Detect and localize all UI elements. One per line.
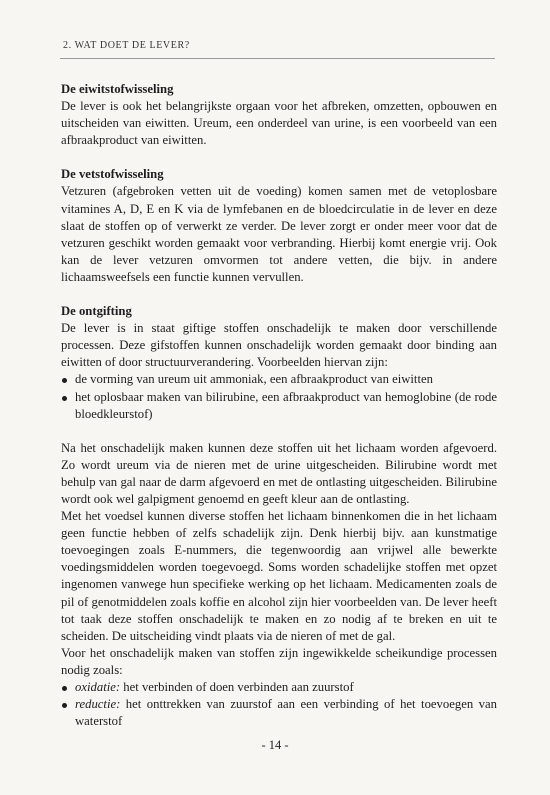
process-description: het onttrekken van zuurstof aan een verbinding of het toevoegen van waterstof	[75, 697, 497, 729]
ontgifting-bullet-list	[61, 371, 497, 422]
spacer	[61, 423, 497, 440]
list-item: het oplosbaar maken van bilirubine, een afbraakproduct van hemoglobine (de rode bloedkleurstof)	[61, 389, 497, 423]
list-item	[61, 679, 497, 696]
bullet-icon	[62, 686, 67, 691]
running-header: 2. WAT DOET DE LEVER?	[63, 40, 190, 51]
paragraph-vetstofwisseling: Vetzuren (afgebroken vetten uit de voeding) komen samen met de vetoplosbare vitamines A, D, E en K via de lymfebanen en de bloedcirculatie in de lever en deze slaat de stoffen op of verwerkt ze verder. De lever zorgt er onder meer voor dat de vetzuren geschikt worden gemaakt voor verbranding. Hierbij komt energie vrij. Ook kan de lever vetzuren omvormen tot andere vetten, die bijv. in andere lichaamsweefsels een functie kunnen vervullen.	[61, 184, 497, 284]
paragraph-ontgifting-intro: De lever is in staat giftige stoffen onschadelijk te maken door verschillende processen. Deze gifstoffen kunnen onschadelijk worden gemaakt door binding aan eiwitten of door structuurverandering. Voorbeelden hiervan zijn:	[61, 321, 497, 370]
heading-ontgifting: De ontgifting	[61, 304, 132, 319]
bullet-icon	[62, 396, 67, 401]
heading-vetstofwisseling: De vetstofwisseling	[61, 167, 164, 182]
paragraph-eiwitstofwisseling: De lever is ook het belangrijkste orgaan voor het afbreken, omzetten, opbouwen en uitscheiden van eiwitten. Ureum, een onderdeel van urine, is een voorbeeld van een afbraakproduct van eiwitten.	[61, 99, 497, 148]
heading-eiwitstofwisseling: De eiwitstofwisseling	[61, 82, 174, 96]
paragraph-voedsel: Met het voedsel kunnen diverse stoffen het lichaam binnenkomen die in het lichaam geen functie hebben of zelfs schadelijk zijn. Denk hierbij bijv. aan kunstmatige toevoegingen zoals E-nummers, die tegenwoordig aan vrijwel alle bewerkte voedingsmiddelen worden toegevoegd. Soms worden schadelijke stoffen met opzet ingenomen vanwege hun specifieke werking op het lichaam. Medicamenten zoals de pil of genotmiddelen zoals koffie en alcohol zijn hier voorbeelden van. De lever heeft tot taak deze stoffen onschadelijk te maken en zo nodig af te breken en uit te scheiden. De uitscheiding vindt plaats via de nieren of met de gal.	[61, 509, 497, 643]
header-rule	[60, 58, 495, 59]
page-content	[61, 81, 497, 730]
process-bullet-list	[61, 679, 497, 730]
paragraph-processen: Voor het onschadelijk maken van stoffen zijn ingewikkelde scheikundige processen nodig zoals:	[61, 645, 497, 677]
process-term: reductie:	[75, 697, 121, 712]
process-description: het verbinden of doen verbinden aan zuurstof	[120, 680, 354, 694]
paragraph-afvoer: Na het onschadelijk maken kunnen deze stoffen uit het lichaam worden afgevoerd. Zo wordt ureum via de nieren met de urine uitgescheiden. Bilirubine wordt met behulp van gal naar de darm afgevoerd en met de ontlasting uitgescheiden. Bilirubine wordt ook wel galpigment genoemd en geeft kleur aan de ontlasting.	[61, 440, 497, 506]
list-item: de vorming van ureum uit ammoniak, een afbraakproduct van eiwitten	[61, 371, 497, 388]
page-number: - 14 -	[261, 738, 289, 752]
bullet-icon	[62, 378, 67, 383]
process-term: oxidatie:	[75, 680, 121, 694]
list-item	[61, 696, 497, 730]
spacer	[61, 149, 497, 166]
bullet-icon	[62, 703, 67, 708]
spacer	[61, 286, 497, 303]
